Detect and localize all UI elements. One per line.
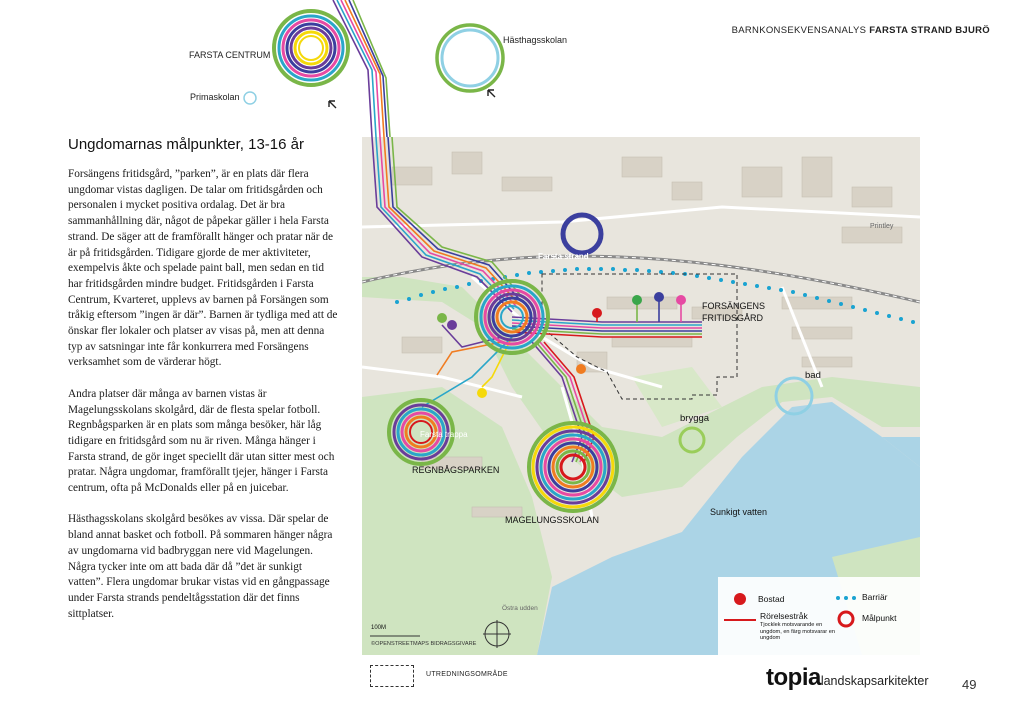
hasthagsskolan-target — [437, 25, 503, 91]
label-forsangens-1: FORSÄNGENS — [702, 301, 766, 311]
section-heading: Ungdomarnas målpunkter, 13-16 år — [68, 136, 304, 153]
paragraph: Andra platser där många av barnen vistas är Magelungsskolans skolgård, där de flesta spelar fotboll. Regnbågsparken är en plats som många besöker, här låg tidigare en fritidsgård som nu är riven. Många hänger i Farsta strand, de gör inget speciellt där utan sitter mest och pratar. Några ungdomar, framförallt tjejer, hänger i Farsta centrum, ofta på McDonalds eller på en juicebar. — [68, 387, 335, 495]
label-bad: bad — [805, 370, 821, 381]
overview-graphic — [0, 0, 1024, 137]
farsta-centrum-target — [274, 11, 348, 85]
legend-barrier-icon — [836, 596, 856, 600]
brand-logo — [766, 664, 929, 692]
header-prefix: BARNKONSEKVENSANALYS — [731, 25, 867, 36]
legend-rorelse-desc: Tjocklek motsvarande en ungdom, en färg motsvarar en ungdom — [760, 622, 835, 642]
label-hasthagsskolan: Hästhagsskolan — [503, 35, 568, 45]
paragraph: Forsängens fritidsgård, ”parken”, är en plats där flera ungdomar vistas dagligen. De talar om fritidsgården och personalen i mycket positiva ordalag. Det är bra sammanhållning där, något de påpekar gäller i hela Farsta strand. De säger att de framförallt hänger och pratar när de är på fritidsgården. Tidigare gjorde de mer aktiviteter, exempelvis åkte och spelade paint ball, men sedan en tid har fritidsgården mindre budget. Fritidsgården i Farsta Centrum, Kvarteret, upplevs av barnen på Forsängen som tråkig eftersom ”ingen är där”. Barnen är tydliga med att de önskar fler lokaler och platser av visas på, men att denna typ av satsningar inte får konkurrera med Forsängens verksamhet som de värderar högt. — [68, 168, 338, 369]
legend-bostad-icon — [734, 593, 746, 605]
label-station: Farsta strand — [538, 252, 589, 261]
label-sunkigt-vatten: Sunkigt vatten — [710, 507, 768, 517]
label-ostra-udden: Östra udden — [502, 605, 538, 612]
brand-suffix: landskapsarkitekter — [820, 674, 929, 688]
label-magelungsskolan: MAGELUNGSSKOLAN — [505, 515, 600, 525]
paragraph: Hästhagsskolans skolgård besökes av vissa. Där spelar de bland annat basket och fotboll. På sommaren hänger några av ungdomarna vid badbryggan nere vid Magelungen. Några tycker inte om att bada där då ”det är sunkigt vatten”. Flera ungdomar brukar vistas vid en gångpassage under Farsta strands pendeltågsstation där det finns sittplatser. — [68, 513, 333, 620]
map-panel — [362, 137, 920, 655]
legend-study-area-icon — [370, 665, 414, 687]
legend-rorelse-label: Rörelsestråk — [760, 611, 808, 621]
label-farsta-trappa: Farsta trappa — [420, 430, 468, 439]
primaskolan-target — [244, 92, 256, 104]
label-primaskolan: Primaskolan — [190, 92, 240, 102]
label-farsta-centrum: FARSTA CENTRUM — [189, 50, 271, 60]
header-title: FARSTA STRAND BJURÖ — [869, 25, 990, 36]
legend-study-area-label: UTREDNINGSOMRÅDE — [426, 671, 508, 678]
label-printley: Printley — [870, 223, 894, 230]
label-regnbagsparken: REGNBÅGSPARKEN — [412, 465, 500, 475]
legend-barriar-label: Barriär — [862, 592, 888, 602]
label-forsangens-2: FRITIDSGÅRD — [702, 313, 764, 323]
scale-label: 100M — [371, 625, 387, 631]
legend-bostad-label: Bostad — [758, 594, 785, 604]
legend-malpunkt-label: Målpunkt — [862, 613, 897, 623]
brand-name: topia — [766, 664, 821, 691]
page-number: 49 — [962, 677, 977, 692]
map-svg — [362, 137, 920, 655]
body-text — [68, 167, 338, 638]
label-brygga: brygga — [680, 413, 710, 424]
map-credit: ©OPENSTREETMAPS BIDRAGSGIVARE — [371, 641, 477, 647]
